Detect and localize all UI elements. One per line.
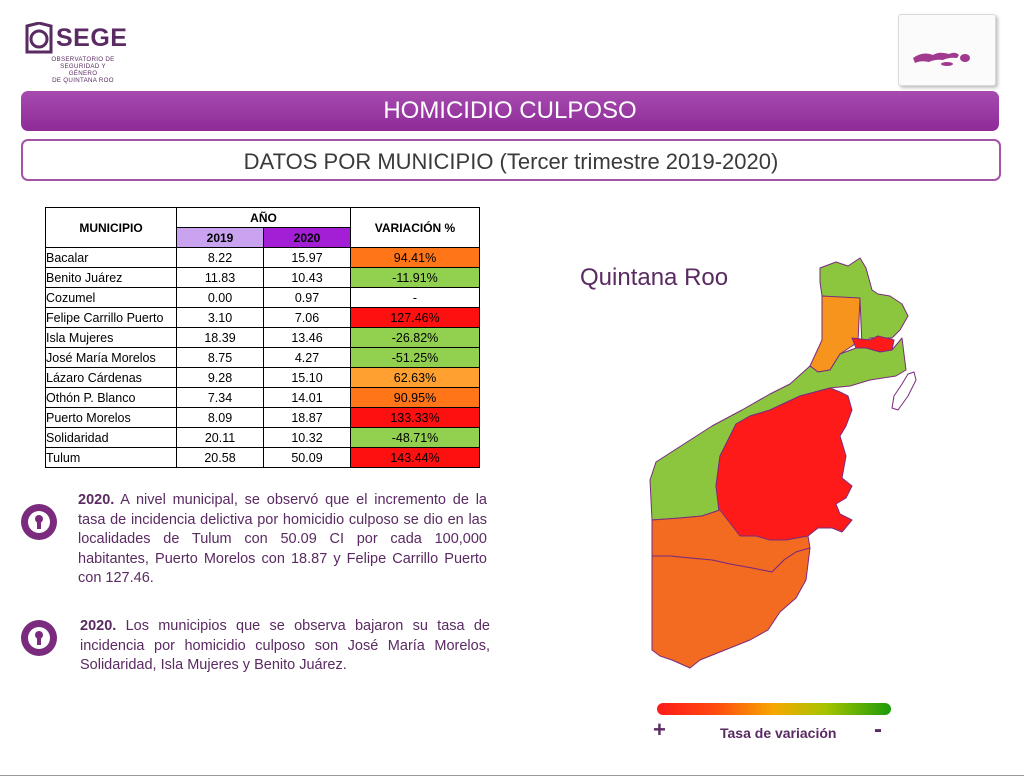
municipio-cell: José María Morelos (46, 348, 177, 368)
table-row (46, 328, 480, 348)
table-row (46, 408, 480, 428)
municipio-cell: Cozumel (46, 288, 177, 308)
value-2019-cell: 8.75 (177, 348, 264, 368)
table-body (46, 248, 480, 468)
logo-wordmark: SEGE (56, 24, 128, 52)
legend-plus: + (653, 717, 666, 742)
value-2019-cell: 3.10 (177, 308, 264, 328)
municipio-cell: Bacalar (46, 248, 177, 268)
table-row (46, 368, 480, 388)
value-2019-cell: 0.00 (177, 288, 264, 308)
municipio-cell: Isla Mujeres (46, 328, 177, 348)
map-felipe-carrillo-puerto (716, 388, 852, 540)
variation-cell: 133.33% (351, 408, 480, 428)
header-variation: VARIACIÓN % (351, 208, 480, 248)
municipio-cell: Solidaridad (46, 428, 177, 448)
value-2020-cell: 0.97 (264, 288, 351, 308)
variation-cell: -48.71% (351, 428, 480, 448)
table-row (46, 308, 480, 328)
value-2019-cell: 18.39 (177, 328, 264, 348)
municipio-cell: Puerto Morelos (46, 408, 177, 428)
value-2020-cell: 18.87 (264, 408, 351, 428)
map-cozumel (892, 372, 916, 410)
header-municipio: MUNICIPIO (46, 208, 177, 248)
value-2019-cell: 7.34 (177, 388, 264, 408)
value-2020-cell: 10.43 (264, 268, 351, 288)
crime-category-icon (898, 14, 996, 86)
variation-cell: 62.63% (351, 368, 480, 388)
table-row (46, 348, 480, 368)
municipio-cell: Tulum (46, 448, 177, 468)
header-2019: 2019 (177, 228, 264, 248)
map-othon-p-blanco (652, 548, 810, 668)
quintana-roo-map (640, 250, 930, 680)
legend-minus: - (874, 716, 882, 743)
value-2019-cell: 11.83 (177, 268, 264, 288)
municipio-cell: Othón P. Blanco (46, 388, 177, 408)
table-row (46, 428, 480, 448)
page-title: HOMICIDIO CULPOSO (21, 91, 999, 131)
value-2020-cell: 4.27 (264, 348, 351, 368)
keyhole-icon (20, 619, 58, 657)
value-2020-cell: 15.10 (264, 368, 351, 388)
value-2020-cell: 7.06 (264, 308, 351, 328)
municipality-table (45, 207, 480, 468)
value-2020-cell: 10.32 (264, 428, 351, 448)
municipio-cell: Lázaro Cárdenas (46, 368, 177, 388)
value-2020-cell: 14.01 (264, 388, 351, 408)
variation-cell: 90.95% (351, 388, 480, 408)
map-title: Quintana Roo (580, 264, 729, 291)
keyhole-icon (20, 503, 58, 541)
table-row (46, 388, 480, 408)
variation-cell: 94.41% (351, 248, 480, 268)
note-increase: 2020. A nivel municipal, se observó que el incremento de la tasa de incidencia delictiva por homicidio culposo se dio en las localidades de Tulum con 50.09 CI por cada 100,000 habitantes, Puerto Morelos con 18.87 y Felipe Carrillo Puerto con 127.46. (78, 492, 487, 586)
value-2020-cell: 50.09 (264, 448, 351, 468)
value-2019-cell: 8.09 (177, 408, 264, 428)
value-2019-cell: 20.58 (177, 448, 264, 468)
value-2020-cell: 15.97 (264, 248, 351, 268)
variation-cell: 127.46% (351, 308, 480, 328)
table-row (46, 288, 480, 308)
header-2020: 2020 (264, 228, 351, 248)
variation-cell: -26.82% (351, 328, 480, 348)
section-subtitle: DATOS POR MUNICIPIO (Tercer trimestre 2019-2020) (21, 139, 1001, 181)
variation-cell: 143.44% (351, 448, 480, 468)
variation-cell: -51.25% (351, 348, 480, 368)
value-2019-cell: 20.11 (177, 428, 264, 448)
variation-cell: - (351, 288, 480, 308)
municipio-cell: Felipe Carrillo Puerto (46, 308, 177, 328)
legend-gradient-bar (657, 703, 891, 715)
victim-silhouette-icon (899, 15, 995, 85)
value-2020-cell: 13.46 (264, 328, 351, 348)
note-decrease: 2020. Los municipios que se observa bajaron su tasa de incidencia por homicidio culposo son José María Morelos, Solidaridad, Isla Mujeres y Benito Juárez. (80, 618, 490, 673)
table-row (46, 448, 480, 468)
osege-logo (22, 20, 132, 82)
legend-label: Tasa de variación (720, 725, 837, 741)
table-row (46, 248, 480, 268)
municipio-cell: Benito Juárez (46, 268, 177, 288)
header-year: AÑO (177, 208, 351, 228)
keyhole-logo-icon (22, 22, 56, 54)
value-2019-cell: 9.28 (177, 368, 264, 388)
bottom-divider (0, 775, 1024, 776)
variation-cell: -11.91% (351, 268, 480, 288)
value-2019-cell: 8.22 (177, 248, 264, 268)
table-row (46, 268, 480, 288)
logo-subtitle: OBSERVATORIO DE SEGURIDAD Y GÉNERO DE QUINTANA ROO (51, 56, 115, 84)
